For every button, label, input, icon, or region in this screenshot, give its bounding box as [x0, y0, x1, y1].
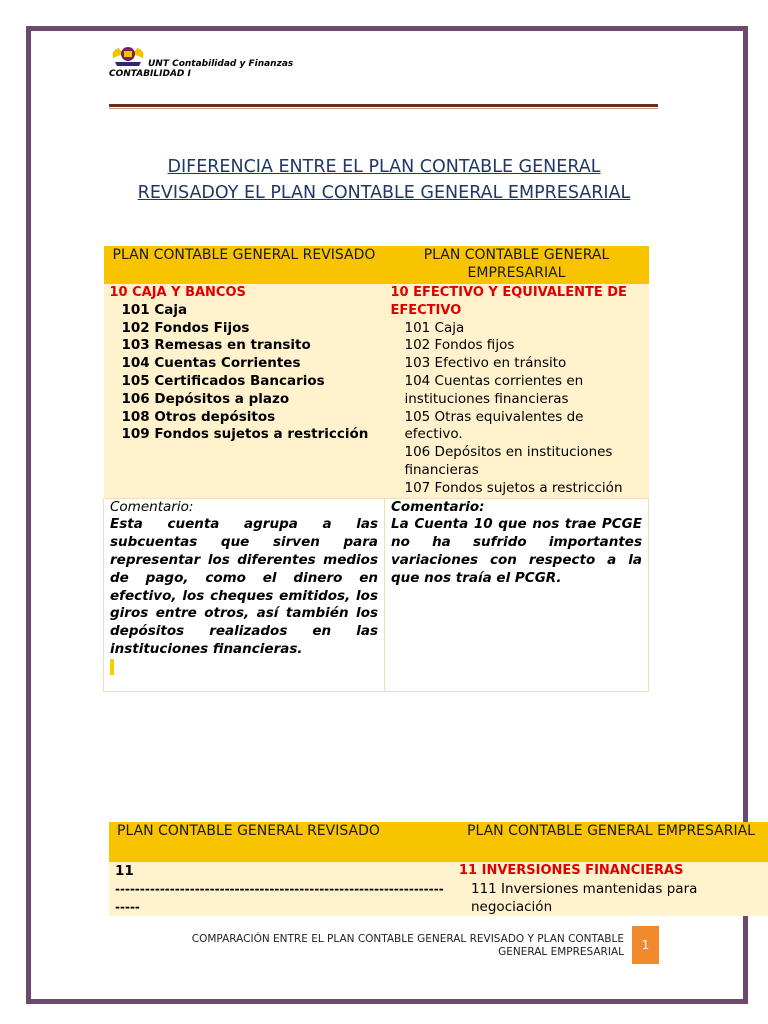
list-item: 105 Certificados Bancarios [121, 372, 325, 389]
right-account-heading: 11 INVERSIONES FINANCIERAS [459, 863, 684, 878]
right-accounts-cell [385, 284, 649, 498]
right-comment-text: La Cuenta 10 que nos trae PCGE no ha sufrido importantes variaciones con respecto a la que nos traía el PCGR. [391, 516, 642, 586]
list-item: 103 Efectivo en tránsito [404, 355, 567, 372]
header-rule-thin [109, 108, 658, 109]
list-item: 106 Depósitos en instituciones financieras [404, 444, 613, 478]
page-title-line2: REVISADOY EL PLAN CONTABLE GENERAL EMPRESARIAL [137, 183, 631, 203]
table-header-row [109, 822, 768, 862]
right-comment-label: Comentario: [391, 498, 485, 515]
col-header-empresarial: PLAN CONTABLE GENERAL EMPRESARIAL [385, 246, 649, 284]
footer-line1: COMPARACIÓN ENTRE EL PLAN CONTABLE GENERAL REVISADO Y PLAN CONTABLE [191, 933, 624, 945]
footer-line2: GENERAL EMPRESARIAL [498, 946, 624, 958]
header-org: UNT Contabilidad y Finanzas [148, 59, 294, 69]
list-item: 102 Fondos Fijos [121, 319, 250, 336]
list-item: 109 Fondos sujetos a restricción [121, 426, 369, 443]
university-logo [109, 44, 147, 68]
left-comment-label: Comentario: [110, 498, 194, 515]
right-comment-cell [385, 498, 649, 691]
text-cursor [110, 659, 114, 675]
left-account-heading: 10 CAJA Y BANCOS [109, 285, 246, 300]
header-rule [109, 104, 658, 107]
left-comment-cell [104, 498, 385, 691]
list-item: 106 Depósitos a plazo [121, 390, 290, 407]
comparison-table-2 [109, 822, 768, 916]
accounts-row [104, 284, 649, 498]
list-item: 108 Otros depósitos [121, 408, 276, 425]
list-item: 101 Caja [121, 301, 188, 318]
col-header-revisado: PLAN CONTABLE GENERAL REVISADO [104, 246, 385, 284]
page-title-line1: DIFERENCIA ENTRE EL PLAN CONTABLE GENERAL [167, 157, 601, 177]
left-account-code: 11 [115, 863, 134, 879]
accounts-row [109, 862, 768, 916]
list-item: 111 Inversiones mantenidas para negociación [471, 881, 698, 915]
header-course: CONTABILIDAD I [109, 69, 191, 79]
list-item: 104 Cuentas corrientes en instituciones financieras [404, 372, 584, 407]
table-header-row [104, 246, 649, 284]
list-item: 107 Fondos sujetos a restricción [404, 479, 623, 496]
col-header-empresarial: PLAN CONTABLE GENERAL EMPRESARIAL [453, 822, 768, 862]
list-item: 104 Cuentas Corrientes [121, 355, 301, 372]
list-item: 105 Otras equivalentes de efectivo. [404, 408, 584, 443]
right-accounts-cell [453, 862, 768, 916]
list-item: 101 Caja [404, 319, 465, 336]
left-accounts-cell [109, 862, 453, 916]
page-number-badge: 1 [632, 926, 659, 964]
left-dashes: ----------------------------------------------------------------------- [115, 882, 444, 914]
right-account-heading: 10 EFECTIVO Y EQUIVALENTE DE EFECTIVO [390, 285, 627, 318]
comparison-table-1 [103, 246, 649, 692]
left-comment-text: Esta cuenta agrupa a las subcuentas que sirven para representar los diferentes medios de pago, como el dinero en efectivo, los cheques emitidos, los giros entre otros, así también los depósitos realizados en las instituciones financieras. [110, 516, 378, 657]
page-title [100, 154, 668, 206]
col-header-revisado: PLAN CONTABLE GENERAL REVISADO [109, 822, 453, 862]
list-item: 102 Fondos fijos [404, 337, 515, 354]
page-footer [120, 933, 624, 959]
comment-row [104, 498, 649, 691]
list-item: 103 Remesas en transito [121, 337, 311, 354]
left-accounts-cell [104, 284, 385, 498]
